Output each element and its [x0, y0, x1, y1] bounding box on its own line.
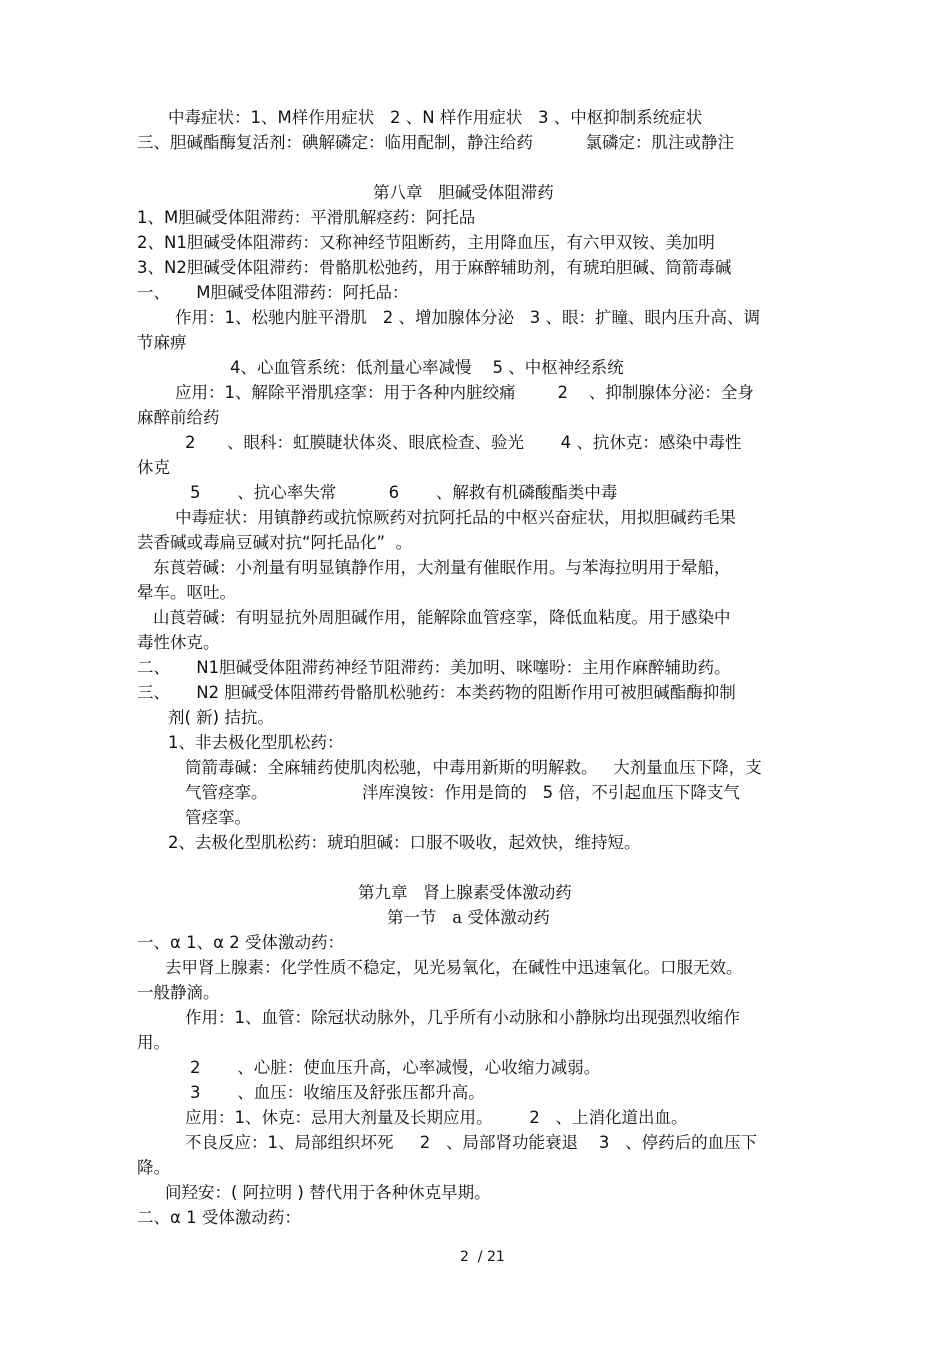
text-line: 2 、心脏：使血压升高，心率减慢，心收缩力减弱。	[190, 1058, 601, 1077]
text-line: 2 、眼科：虹膜睫状体炎、眼底检查、验光 4 、抗休克：感染中毒性	[185, 433, 742, 452]
text-line: 麻醉前给药	[137, 408, 220, 427]
text-line: 降。	[137, 1158, 170, 1177]
text-line: 3 、血压：收缩压及舒张压都升高。	[190, 1083, 485, 1102]
section-heading: 二、 N1胆碱受体阻滞药神经节阻滞药：美加明、咪噻吩：主用作麻醉辅助药。	[137, 658, 731, 677]
chapter-heading: 第九章 肾上腺素受体激动药	[358, 883, 572, 902]
text-line: 剂( 新) 拮抗。	[168, 708, 274, 727]
text-line: 气管痉挛。 泮库溴铵：作用是筒的 5 倍，不引起血压下降支气	[185, 783, 740, 802]
text-line: 1、M胆碱受体阻滞药：平滑肌解痉药：阿托品	[137, 208, 476, 227]
text-line: 晕车。呕吐。	[137, 583, 236, 602]
text-line: 芸香碱或毒扁豆碱对抗“阿托品化” 。	[137, 533, 413, 552]
text-line: 去甲肾上腺素：化学性质不稳定，见光易氧化，在碱性中迅速氧化。口服无效。	[165, 958, 743, 977]
text-line: 山莨菪碱：有明显抗外周胆碱作用，能解除血管痉挛，降低血粘度。用于感染中	[153, 608, 731, 627]
text-line: 应用：1、解除平滑肌痉挛：用于各种内脏绞痛 2 、抑制腺体分泌：全身	[175, 383, 754, 402]
text-line: 中毒症状：1、M样作用症状 2 、N 样作用症状 3 、中枢抑制系统症状	[168, 108, 703, 127]
text-line: 三、胆碱酯酶复活剂：碘解磷定：临用配制，静注给药 氯磷定：肌注或静注	[137, 133, 734, 152]
section-heading: 第一节 a 受体激动药	[387, 908, 550, 927]
text-line: 用。	[137, 1033, 170, 1052]
text-line: 东莨菪碱：小剂量有明显镇静作用，大剂量有催眠作用。与苯海拉明用于晕船，	[153, 558, 731, 577]
text-line: 作用：1、松驰内脏平滑肌 2 、增加腺体分泌 3 、眼：扩瞳、眼内压升高、调	[175, 308, 760, 327]
text-line: 作用：1、血管：除冠状动脉外，几乎所有小动脉和小静脉均出现强烈收缩作	[185, 1008, 740, 1027]
text-line: 间羟安：( 阿拉明 ) 替代用于各种休克早期。	[165, 1183, 491, 1202]
text-line: 3、N2胆碱受体阻滞药：骨骼肌松弛药，用于麻醉辅助剂，有琥珀胆碱、筒箭毒碱	[137, 258, 732, 277]
text-line: 不良反应：1、局部组织坏死 2 、局部肾功能衰退 3 、停药后的血压下	[185, 1133, 758, 1152]
section-heading: 一、α 1、α 2 受体激动药：	[137, 933, 344, 952]
text-line: 筒箭毒碱：全麻辅药使肌肉松驰，中毒用新斯的明解救。 大剂量血压下降，支	[185, 758, 762, 777]
text-line: 管痉挛。	[185, 808, 251, 827]
text-line: 一般静滴。	[137, 983, 220, 1002]
section-heading: 一、 M胆碱受体阻滞药：阿托品：	[137, 283, 409, 302]
text-line: 中毒症状：用镇静药或抗惊厥药对抗阿托品的中枢兴奋症状，用拟胆碱药毛果	[175, 508, 736, 527]
text-line: 应用：1、休克：忌用大剂量及长期应用。 2 、上消化道出血。	[185, 1108, 688, 1127]
text-line: 5 、抗心率失常 6 、解救有机磷酸酯类中毒	[190, 483, 618, 502]
text-line: 毒性休克。	[137, 633, 220, 652]
text-line: 2、去极化型肌松药：琥珀胆碱：口服不吸收，起效快，维持短。	[168, 833, 641, 852]
text-line: 休克	[137, 458, 170, 477]
text-line: 1、非去极化型肌松药：	[168, 733, 344, 752]
section-heading: 三、 N2 胆碱受体阻滞药骨骼肌松驰药：本类药物的阻断作用可被胆碱酯酶抑制	[137, 683, 736, 702]
page-number: 2 / 21	[460, 1249, 505, 1265]
text-line: 节麻痹	[137, 333, 187, 352]
text-line: 4、心血管系统：低剂量心率减慢 5 、中枢神经系统	[230, 358, 624, 377]
chapter-heading: 第八章 胆碱受体阻滞药	[373, 183, 554, 202]
text-line: 2、N1胆碱受体阻滞药：又称神经节阻断药，主用降血压，有六甲双铵、美加明	[137, 233, 715, 252]
section-heading: 二、α 1 受体激动药：	[137, 1208, 301, 1227]
